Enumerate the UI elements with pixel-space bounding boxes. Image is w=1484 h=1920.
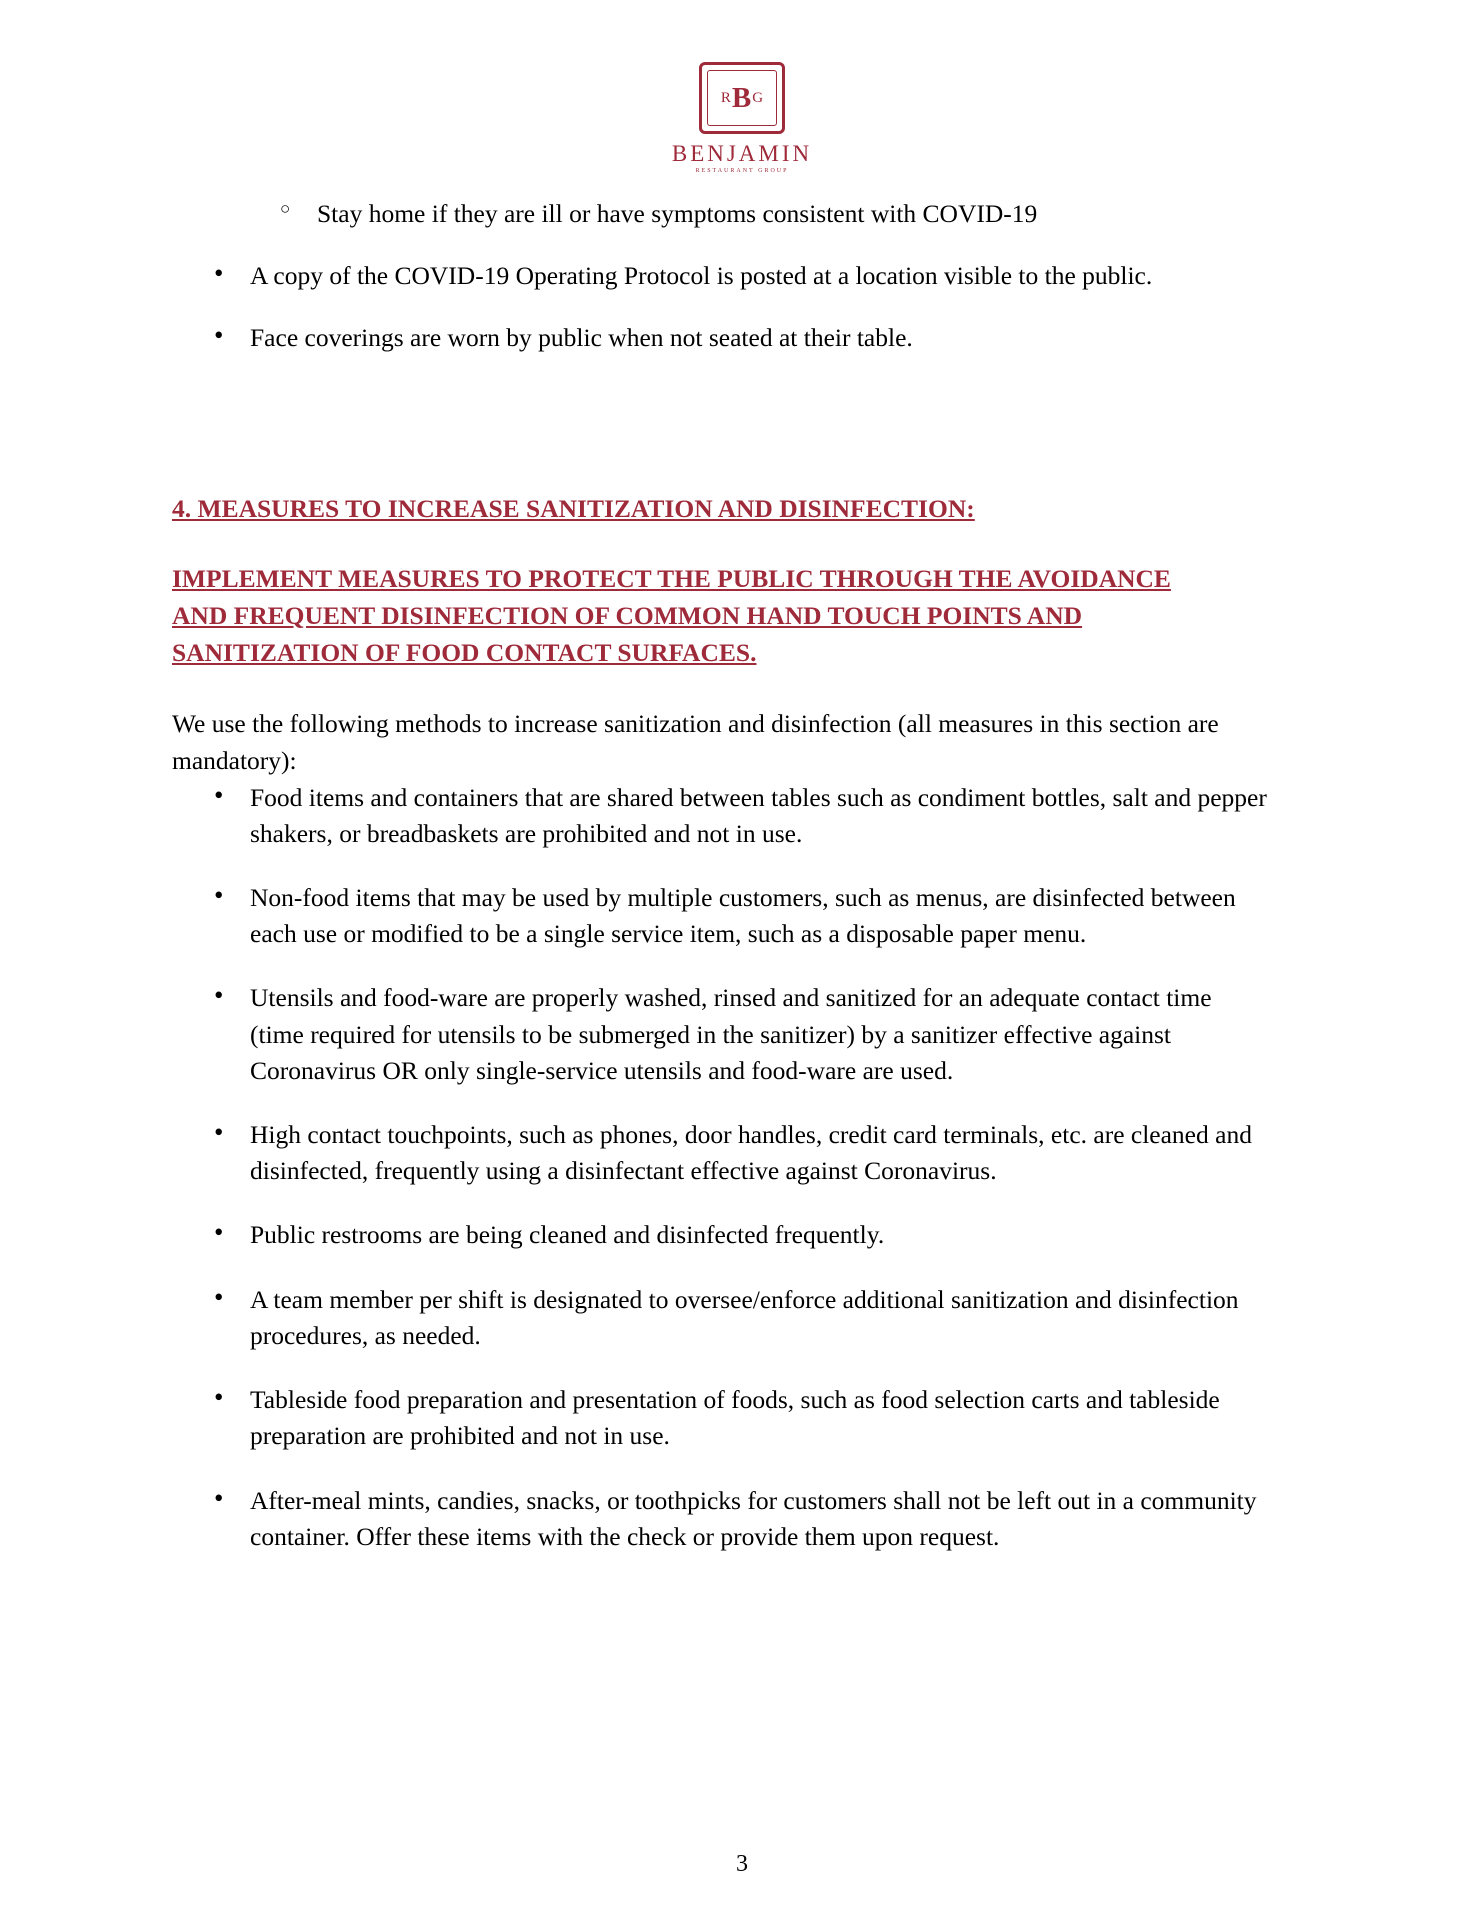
section-spacer — [172, 383, 1324, 491]
logo-letter-center: B — [731, 81, 752, 114]
logo-letter-left: R — [720, 89, 731, 106]
list-item: • High contact touchpoints, such as phones, door handles, credit card terminals, etc. are cleaned and disinfected, frequently using a disinfectant effective against Coronavirus. — [172, 1117, 1270, 1189]
section-subheading: IMPLEMENT MEASURES TO PROTECT THE PUBLIC THROUGH THE AVOIDANCE AND FREQUENT DISINFECTION OF COMMON HAND TOUCH POINTS AND SANITIZATION OF FOOD CONTACT SURFACES. — [172, 563, 1171, 667]
heading-spacer — [172, 527, 1324, 561]
page-number: 3 — [736, 1851, 748, 1877]
logo-letters — [699, 62, 785, 134]
list-item: • After-meal mints, candies, snacks, or toothpicks for customers shall not be left out in a community container. Offer these items with the check or provide them upon request. — [172, 1483, 1270, 1555]
document-body — [0, 196, 1484, 1555]
section-heading: 4. MEASURES TO INCREASE SANITIZATION AND DISINFECTION: — [172, 493, 975, 523]
section-intro-paragraph: We use the following methods to increase sanitization and disinfection (all measures in this section are mandatory): — [172, 708, 1219, 775]
list-item: • Food items and containers that are shared between tables such as condiment bottles, salt and pepper shakers, or breadbaskets are prohibited and not in use. — [172, 780, 1270, 852]
list-item: ○ Stay home if they are ill or have symptoms consistent with COVID-19 — [172, 196, 1324, 232]
logo-letter-right: G — [752, 89, 764, 106]
list-item: • Utensils and food-ware are properly washed, rinsed and sanitized for an adequate contact time (time required for utensils to be submerged in the sanitizer) by a sanitizer effective against Coronavirus OR only single-service utensils and food-ware are used. — [172, 980, 1270, 1089]
list-item: • Non-food items that may be used by multiple customers, such as menus, are disinfected between each use or modified to be a single service item, such as a disposable paper menu. — [172, 880, 1270, 952]
list-item: • Face coverings are worn by public when not seated at their table. — [172, 320, 1324, 356]
list-item: • A copy of the COVID-19 Operating Protocol is posted at a location visible to the public. — [172, 258, 1324, 294]
top-bullet-list — [172, 196, 1324, 357]
list-item: • A team member per shift is designated to oversee/enforce additional sanitization and disinfection procedures, as needed. — [172, 1282, 1270, 1354]
logo-monogram-icon — [699, 62, 785, 134]
list-item: • Tableside food preparation and presentation of foods, such as food selection carts and tableside preparation are prohibited and not in use. — [172, 1382, 1270, 1454]
subheading-spacer — [172, 672, 1324, 706]
list-item: • Public restrooms are being cleaned and disinfected frequently. — [172, 1217, 1270, 1253]
sanitization-measures-list — [172, 780, 1324, 1555]
brand-logo — [0, 0, 1484, 174]
logo-wordmark: BENJAMIN — [671, 141, 813, 166]
logo-tagline: RESTAURANT GROUP — [695, 168, 789, 174]
